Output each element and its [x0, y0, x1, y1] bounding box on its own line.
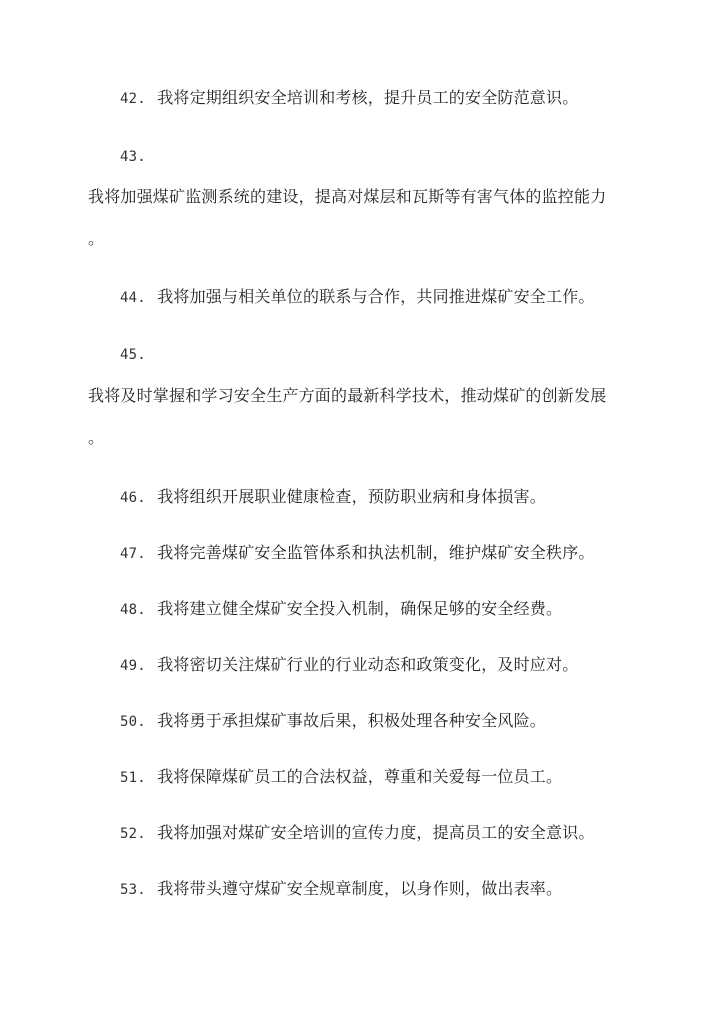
item-text: 我将带头遵守煤矿安全规章制度，以身作则，做出表率。: [157, 879, 563, 898]
item-text: 我将完善煤矿安全监管体系和执法机制，维护煤矿安全秩序。: [157, 543, 595, 562]
list-item-43-text: [88, 187, 606, 207]
item-number: 51.: [120, 770, 146, 786]
item-number: 45.: [120, 347, 146, 363]
item-number: 48.: [120, 602, 146, 618]
item-text: 我将勇于承担煤矿事故后果，积极处理各种安全风险。: [157, 711, 546, 730]
list-item-53: [120, 879, 562, 900]
item-text: 我将加强煤矿监测系统的建设，提高对煤层和瓦斯等有害气体的监控能力: [88, 187, 607, 206]
list-item-51: [120, 767, 562, 788]
item-text: 我将定期组织安全培训和考核，提升员工的安全防范意识。: [157, 88, 579, 107]
item-number: 53.: [120, 882, 146, 898]
item-number: 43.: [120, 149, 146, 165]
list-item-47: [120, 543, 595, 564]
item-text: 我将组织开展职业健康检查，预防职业病和身体损害。: [157, 487, 546, 506]
list-item-45-number: [120, 344, 146, 365]
item-number: 44.: [120, 290, 146, 306]
list-item-50: [120, 711, 546, 732]
list-item-43-continuation: [88, 229, 104, 249]
item-text: 我将加强与相关单位的联系与合作，共同推进煤矿安全工作。: [157, 287, 595, 306]
item-number: 42.: [120, 91, 146, 107]
item-text: 我将及时掌握和学习安全生产方面的最新科学技术，推动煤矿的创新发展: [88, 386, 607, 405]
item-number: 46.: [120, 490, 146, 506]
list-item-52: [120, 823, 595, 844]
item-text: 我将保障煤矿员工的合法权益，尊重和关爱每一位员工。: [157, 767, 563, 786]
list-item-49: [120, 655, 578, 676]
item-number: 50.: [120, 714, 146, 730]
list-item-48: [120, 599, 562, 620]
item-text-continuation: 。: [88, 428, 105, 447]
list-item-43-number: [120, 146, 146, 167]
list-item-45-text: [88, 386, 606, 406]
list-item-45-continuation: [88, 428, 104, 448]
list-item-42: [120, 88, 578, 109]
list-item-46: [120, 487, 546, 508]
item-number: 47.: [120, 546, 146, 562]
list-item-44: [120, 287, 595, 308]
item-text: 我将密切关注煤矿行业的行业动态和政策变化，及时应对。: [157, 655, 579, 674]
item-text: 我将加强对煤矿安全培训的宣传力度，提高员工的安全意识。: [157, 823, 595, 842]
item-text: 我将建立健全煤矿安全投入机制，确保足够的安全经费。: [157, 599, 563, 618]
item-text-continuation: 。: [88, 229, 105, 248]
item-number: 52.: [120, 826, 146, 842]
item-number: 49.: [120, 658, 146, 674]
